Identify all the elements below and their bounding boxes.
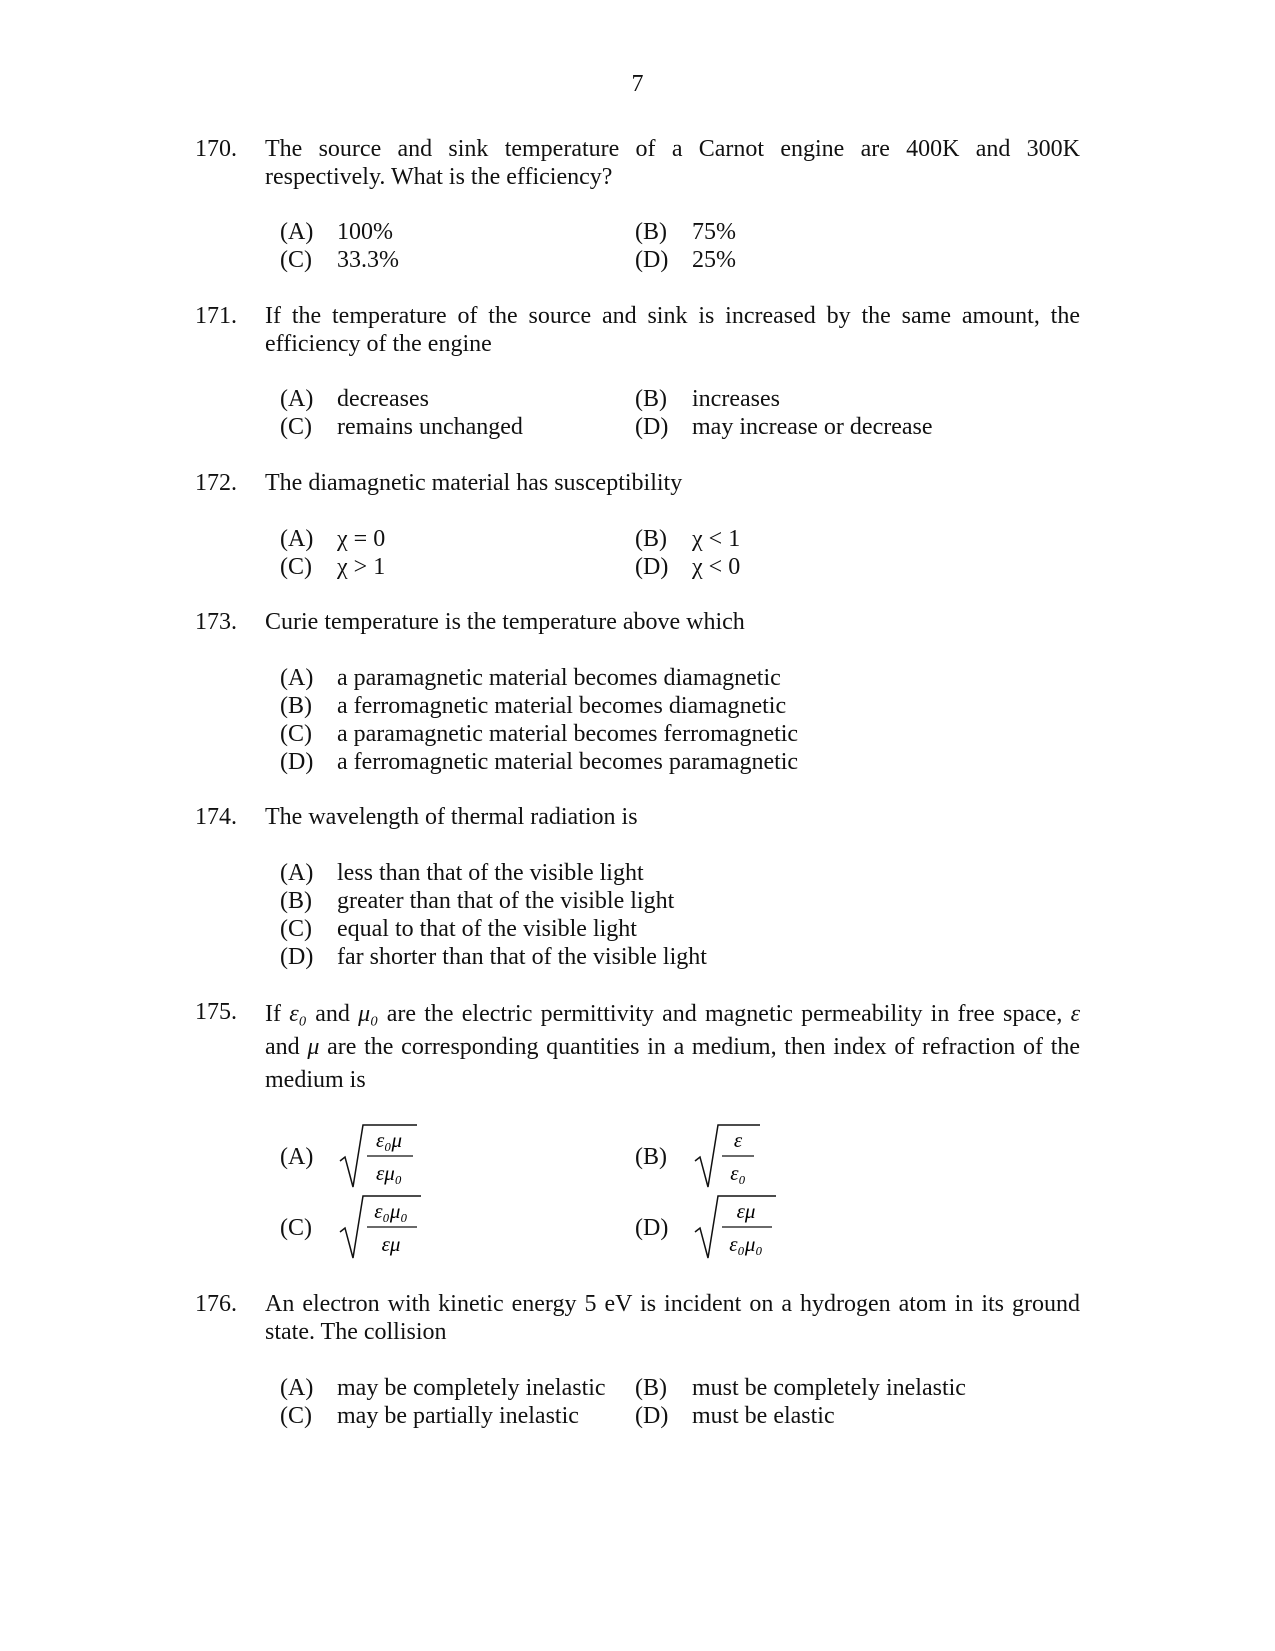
option-d[interactable] [635, 413, 933, 441]
option-b[interactable] [635, 1121, 835, 1191]
option-text: a paramagnetic material becomes ferromagnetic [337, 721, 799, 747]
question-number: 176. [195, 1291, 237, 1317]
question-text: Curie temperature is the temperature above which [265, 609, 745, 635]
option-text: may be completely inelastic [337, 1375, 606, 1401]
option-text: greater than that of the visible light [337, 888, 675, 914]
question-text [265, 998, 1080, 1097]
option-c[interactable] [280, 413, 523, 441]
question-text: The wavelength of thermal radiation is [265, 804, 638, 830]
option-label: (B) [635, 1144, 667, 1170]
square-root-fraction [337, 1121, 427, 1191]
option-text: must be elastic [692, 1403, 835, 1429]
question-number: 174. [195, 804, 237, 830]
option-text: χ < 1 [692, 526, 741, 552]
option-text: 33.3% [337, 247, 399, 273]
fraction-numerator: ε₀μ₀ [374, 1199, 408, 1223]
option-text: a paramagnetic material becomes diamagnetic [337, 665, 781, 691]
question-text: An electron with kinetic energy 5 eV is incident on a hydrogen atom in its ground state. The collision [265, 1291, 1080, 1345]
option-label: (D) [635, 414, 669, 440]
option-label: (D) [635, 1403, 669, 1429]
mu-zero-symbol: μ₀ [358, 1001, 379, 1027]
option-label: (C) [280, 721, 312, 747]
option-d[interactable] [280, 748, 798, 776]
option-text: 75% [692, 219, 736, 245]
epsilon-zero-symbol: ε₀ [289, 1001, 308, 1027]
option-a[interactable] [280, 218, 393, 246]
question-171 [195, 302, 1080, 442]
option-label: (B) [635, 1375, 667, 1401]
question-number: 171. [195, 303, 237, 329]
option-a[interactable] [280, 385, 429, 413]
option-text: remains unchanged [337, 414, 523, 440]
option-c[interactable] [280, 553, 385, 581]
option-a[interactable] [280, 664, 781, 692]
option-text: equal to that of the visible light [337, 916, 637, 942]
option-label: (C) [280, 916, 312, 942]
option-label: (A) [280, 386, 314, 412]
option-label: (C) [280, 414, 312, 440]
option-label: (D) [635, 1215, 669, 1241]
option-label: (C) [280, 554, 312, 580]
option-d[interactable] [635, 246, 736, 274]
option-b[interactable] [635, 1374, 966, 1402]
question-176 [195, 1290, 1080, 1430]
option-d[interactable] [635, 1192, 835, 1262]
option-text: may increase or decrease [692, 414, 933, 440]
option-text: χ > 1 [337, 554, 386, 580]
option-d[interactable] [635, 1402, 835, 1430]
option-d[interactable] [635, 553, 740, 581]
option-label: (A) [280, 219, 314, 245]
option-label: (D) [280, 749, 314, 775]
question-number: 172. [195, 470, 237, 496]
square-root-fraction [337, 1192, 427, 1262]
question-170 [195, 135, 1080, 275]
option-c[interactable] [280, 720, 798, 748]
text-fragment: are the electric permittivity and magnetic permeability in free space, [386, 1001, 1063, 1027]
option-label: (B) [635, 526, 667, 552]
option-label: (C) [280, 1215, 312, 1241]
option-label: (A) [280, 526, 314, 552]
question-number: 173. [195, 609, 237, 635]
option-label: (D) [280, 944, 314, 970]
option-b[interactable] [635, 525, 740, 553]
option-label: (A) [280, 1375, 314, 1401]
option-b[interactable] [280, 692, 786, 720]
question-174 [195, 803, 1080, 973]
option-text: decreases [337, 386, 429, 412]
option-text: χ < 0 [692, 554, 741, 580]
text-fragment: If [265, 1001, 281, 1027]
option-label: (A) [280, 860, 314, 886]
fraction-numerator: ε₀μ [375, 1128, 403, 1152]
option-text: a ferromagnetic material becomes diamagnetic [337, 693, 787, 719]
option-b[interactable] [280, 887, 674, 915]
option-d[interactable] [280, 943, 707, 971]
option-label: (A) [280, 665, 314, 691]
option-a[interactable] [280, 1121, 480, 1191]
fraction-denominator: ε₀μ₀ [729, 1232, 763, 1256]
text-fragment: are the corresponding quantities in a medium, then index of refraction of the medium is [265, 1034, 1081, 1093]
option-c[interactable] [280, 246, 399, 274]
fraction-numerator: εμ [736, 1199, 756, 1223]
option-text: may be partially inelastic [337, 1403, 579, 1429]
question-number: 175. [195, 999, 237, 1025]
option-label: (B) [635, 219, 667, 245]
option-text: 100% [337, 219, 393, 245]
fraction-numerator: ε [733, 1128, 743, 1152]
question-number: 170. [195, 136, 237, 162]
option-label: (D) [635, 247, 669, 273]
option-text: 25% [692, 247, 736, 273]
option-label: (D) [635, 554, 669, 580]
option-c[interactable] [280, 915, 637, 943]
option-a[interactable] [280, 1374, 606, 1402]
question-text: If the temperature of the source and sink is increased by the same amount, the efficiency of the engine [265, 303, 1080, 357]
mu-symbol: μ [307, 1034, 320, 1060]
option-label: (B) [280, 888, 312, 914]
fraction-denominator: εμ₀ [375, 1161, 403, 1185]
option-label: (C) [280, 247, 312, 273]
option-text: a ferromagnetic material becomes paramagnetic [337, 749, 799, 775]
square-root-fraction [692, 1192, 782, 1262]
option-text: must be completely inelastic [692, 1375, 966, 1401]
text-fragment: and [265, 1034, 300, 1060]
question-text: The source and sink temperature of a Carnot engine are 400K and 300K respectively. What is the efficiency? [265, 136, 1080, 190]
text-fragment: and [315, 1001, 350, 1027]
option-a[interactable] [280, 525, 385, 553]
square-root-fraction [692, 1121, 782, 1191]
option-b[interactable] [635, 385, 780, 413]
fraction-denominator: ε₀ [730, 1161, 746, 1185]
option-text: far shorter than that of the visible light [337, 944, 707, 970]
option-text: increases [692, 386, 780, 412]
option-label: (B) [280, 693, 312, 719]
option-b[interactable] [635, 218, 736, 246]
option-label: (C) [280, 1403, 312, 1429]
option-text: less than that of the visible light [337, 860, 644, 886]
option-c[interactable] [280, 1192, 480, 1262]
option-a[interactable] [280, 859, 644, 887]
epsilon-symbol: ε [1070, 1001, 1081, 1027]
option-label: (B) [635, 386, 667, 412]
question-173 [195, 608, 1080, 778]
option-label: (A) [280, 1144, 314, 1170]
option-c[interactable] [280, 1402, 579, 1430]
page-number: 7 [631, 71, 644, 97]
question-text: The diamagnetic material has susceptibility [265, 470, 683, 496]
question-175 [195, 998, 1080, 1268]
option-text: χ = 0 [337, 526, 386, 552]
fraction-denominator: εμ [381, 1232, 401, 1256]
question-172 [195, 469, 1080, 584]
